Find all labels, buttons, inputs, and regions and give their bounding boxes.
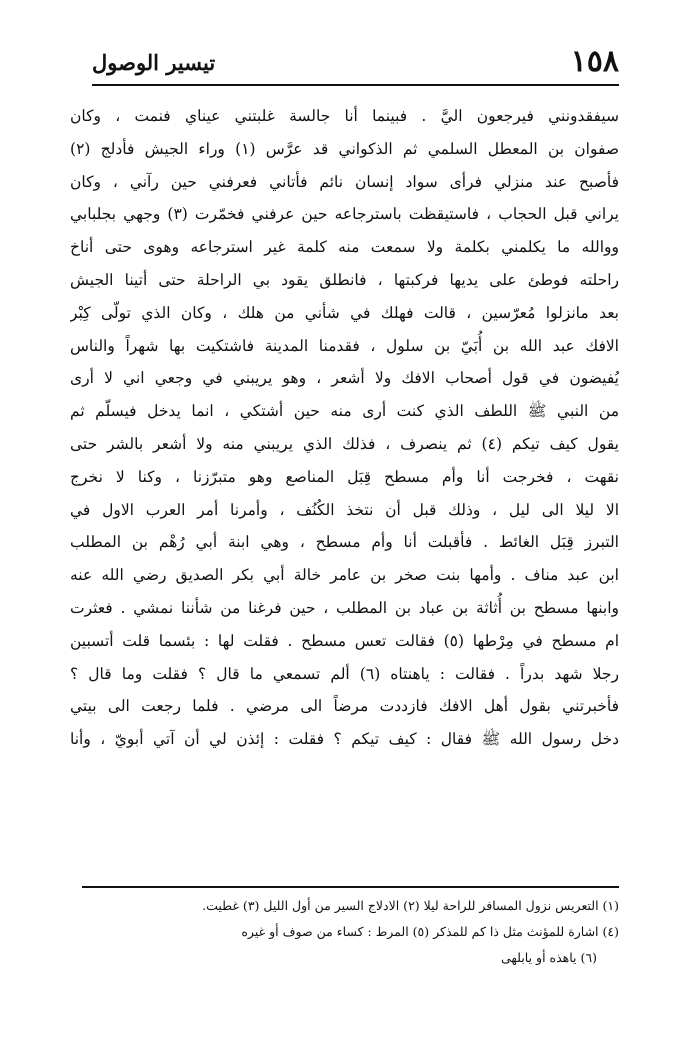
text-line: يراني قبل الحجاب ، فاستيقظت باسترجاعه حين عرفني فخمّرت (٣) وجهي بجلبابي [70, 205, 619, 224]
text-line: وابنها مسطح بن أُثاثة بن عباد بن المطلب ، حين فرغنا من شأننا نمشي . فعثرت [70, 598, 619, 617]
text-line: رجلا شهد بدراً . فقالت : ياهنتاه (٦) ألم تسمعي ما قال ؟ فقلت وما قال ؟ [70, 664, 619, 683]
running-title: تيسير الوصول [92, 50, 216, 75]
text-line: فأخبرتني بقول أهل الافك فازددت مرضاً الى مرضي . فلما رجعت الى بيتي [70, 697, 619, 716]
footnote-divider [82, 886, 619, 888]
text-line: دخل رسول الله ﷺ فقال : كيف تيكم ؟ فقلت : إئذن لي أن آتي أبويّ ، وأنا [70, 730, 619, 749]
text-line: بعد مانزلوا مُعرّسين ، قالت فهلك في شأني من هلك ، وكان الذي تولّى كِبْر [70, 303, 619, 322]
text-line: الا ليلا الى ليل ، وذلك قبل أن نتخذ الكُنُف ، وأمرنا أمر العرب الاول في [70, 500, 619, 519]
text-line: فأصبح عند منزلي فرأى سواد إنسان نائم فأتاني فعرفني حين رآني ، وكان [70, 172, 619, 191]
text-line: ووالله ما يكلمني بكلمة ولا سمعت منه كلمة غير استرجاعه وهوى حتى أناخ [70, 238, 619, 257]
footnotes [70, 893, 619, 971]
text-line: ابن عبد مناف . وأمها بنت صخر بن عامر خالة أبي بكر الصديق رضي الله عنه [70, 566, 619, 585]
text-line: نقهت ، فخرجت أنا وأم مسطح قِبَل المناصع وهو متبرّزنا ، وكنا لا نخرج [70, 467, 619, 486]
text-line: من النبي ﷺ اللطف الذي كنت أرى منه حين أشتكي ، انما يدخل فيسلّم ثم [70, 402, 619, 421]
text-line: التبرز قِبَل الغائط . فأقبلت أنا وأم مسطح ، وهي ابنة أبي رُهْم بن المطلب [70, 533, 619, 552]
page-header [92, 40, 619, 86]
text-line: راحلته فوطئ على يديها فركبتها ، فانطلق يقود بي الراحلة حتى أتينا الجيش [70, 270, 619, 289]
text-line: صفوان بن المعطل السلمي ثم الذكواني قد عرَّس (١) وراء الجيش فأدلج (٢) [70, 139, 619, 158]
text-line: يُفيضون في قول أصحاب الافك ولا أشعر ، وهو يريبني في وجعي اني لا أرى [70, 369, 619, 388]
text-line: يقول كيف تيكم (٤) ثم ينصرف ، فذلك الذي يريبني منه ولا أشعر بالشر حتى [70, 434, 619, 453]
footnote-line: (٦) ياهذه أو يابلهى [501, 950, 597, 965]
text-line: الافك عبد الله بن أُبَيّ بن سلول ، فقدمنا المدينة فاشتكيت بها شهراً والناس [70, 336, 619, 355]
text-line: سيفقدونني فيرجعون اليَّ . فبينما أنا جالسة غلبتني عيناي فنمت ، وكان [70, 107, 619, 125]
footnote-line: (٤) اشارة للمؤنث مثل ذا كم للمذكر (٥) المرط : كساء من صوف أو غيره [241, 924, 619, 939]
footnote-line: (١) التعريس نزول المسافر للراحة ليلا (٢) الادلاج السير من أول الليل (٣) غطيت. [202, 898, 619, 913]
main-text [70, 100, 619, 756]
page-number: ١٥٨ [570, 44, 619, 79]
text-line: ام مسطح في مِرْطها (٥) فقالت تعس مسطح . فقلت لها : بئسما قلت أتسبين [70, 631, 619, 650]
